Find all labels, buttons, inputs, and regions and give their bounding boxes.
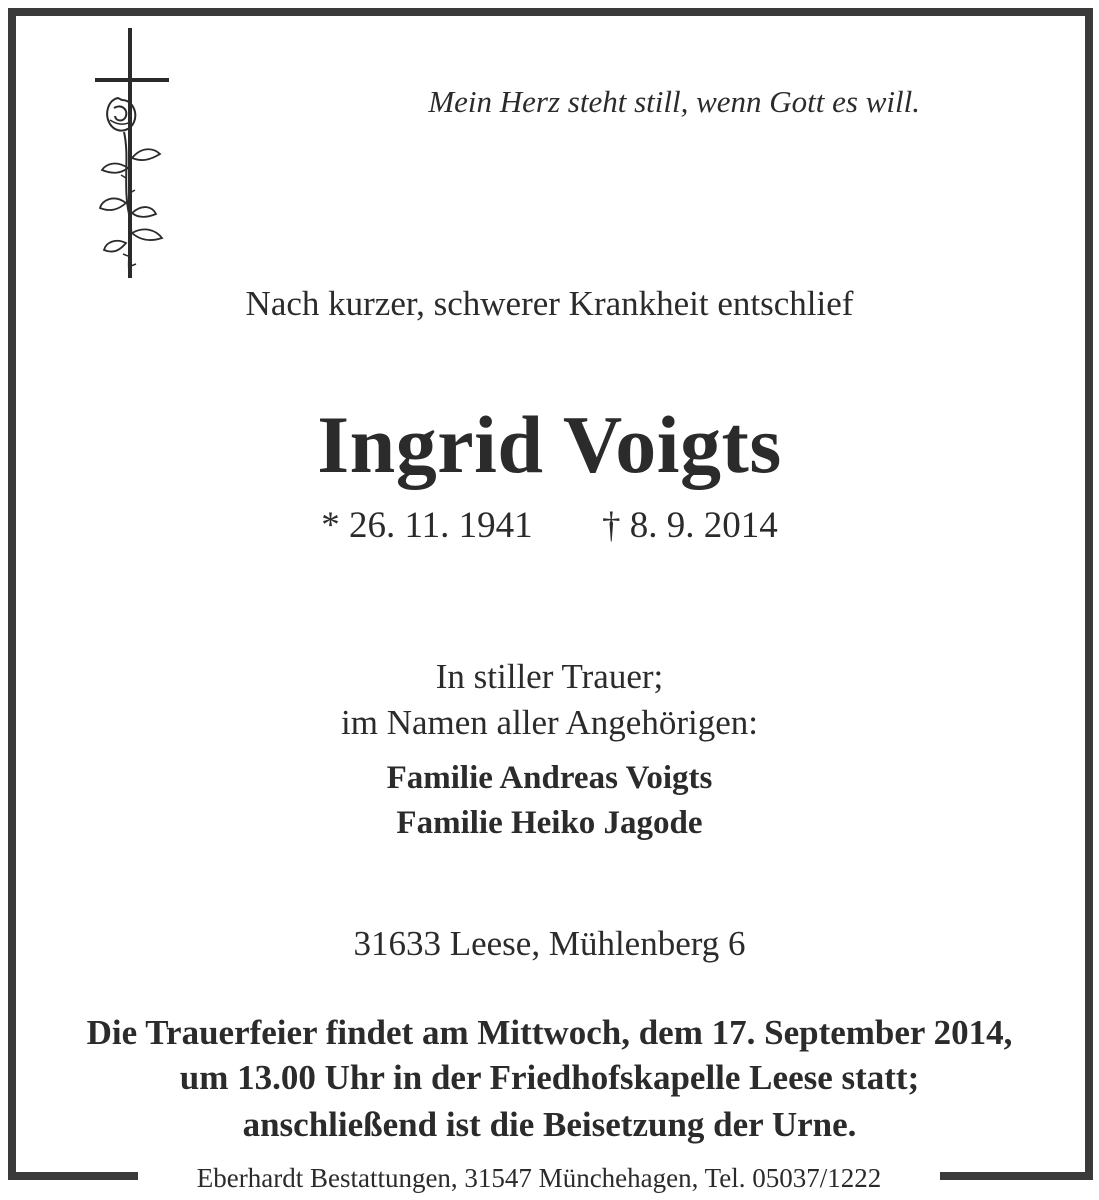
mourning-line-1: In stiller Trauer; (435, 657, 664, 696)
undertaker-info: Eberhardt Bestattungen, 31547 Münchehagen, Tel. 05037/1222 (138, 1163, 940, 1194)
mourning-line-2: im Namen aller Angehörigen: (341, 703, 758, 742)
family-name-2: Familie Heiko Jagode (396, 805, 703, 841)
service-line-2: um 13.00 Uhr in der Friedhofskapelle Leese statt; (179, 1058, 920, 1097)
service-line-1: Die Trauerfeier findet am Mittwoch, dem 17. September 2014, (86, 1013, 1013, 1052)
cross-with-rose-icon (90, 28, 175, 283)
death-date: † 8. 9. 2014 (601, 505, 778, 546)
intro-text: Nach kurzer, schwerer Krankheit entschlief (245, 284, 854, 323)
service-line-3: anschließend ist die Beisetzung der Urne. (242, 1105, 857, 1144)
birth-date: * 26. 11. 1941 (321, 505, 533, 546)
life-dates (0, 504, 1099, 547)
motto: Mein Herz steht still, wenn Gott es will. (428, 84, 920, 119)
frame-bottom-left (8, 1172, 138, 1180)
deceased-name: Ingrid Voigts (317, 399, 782, 490)
address: 31633 Leese, Mühlenberg 6 (353, 924, 746, 963)
family-name-1: Familie Andreas Voigts (386, 760, 713, 796)
frame-bottom-right (940, 1172, 1085, 1180)
